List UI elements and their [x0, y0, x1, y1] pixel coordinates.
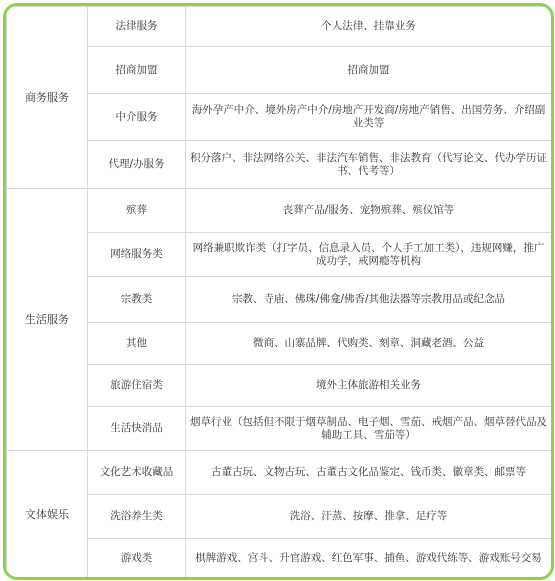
category-cell: 文体娱乐	[7, 451, 88, 578]
description-cell: 招商加盟	[186, 47, 552, 94]
description-cell: 境外主体旅游相关业务	[186, 365, 552, 407]
subcategory-cell: 招商加盟	[88, 47, 186, 94]
category-table	[6, 6, 551, 577]
category-cell: 生活服务	[7, 189, 88, 451]
subcategory-cell: 法律服务	[88, 7, 186, 47]
description-cell: 洗浴、汗蒸、按摩、推拿、足疗等	[186, 495, 552, 539]
description-cell: 古董古玩、文物古玩、古董古文化品鉴定、钱币类、徽章类、邮票等	[186, 451, 552, 495]
description-cell: 宗教、寺庙、佛珠/佛龛/佛香/其他法器等宗教用品或纪念品	[186, 277, 552, 323]
subcategory-cell: 其他	[88, 323, 186, 365]
description-cell: 个人法律、挂靠业务	[186, 7, 552, 47]
subcategory-cell: 文化艺术收藏品	[88, 451, 186, 495]
subcategory-cell: 洗浴养生类	[88, 495, 186, 539]
subcategory-cell: 代理/办服务	[88, 141, 186, 189]
category-cell: 商务服务	[7, 7, 88, 189]
subcategory-cell: 中介服务	[88, 94, 186, 141]
table-frame	[3, 3, 554, 580]
description-cell: 丧葬产品/服务、宠物殡葬、殡仪馆等	[186, 189, 552, 233]
description-cell: 棋牌游戏、宫斗、升官游戏、红色军事、捕鱼、游戏代练等、游戏账号交易	[186, 539, 552, 578]
description-cell: 海外孕产中介、境外房产中介/房地产开发商/房地产销售、出国劳务、介绍副业类等	[186, 94, 552, 141]
subcategory-cell: 旅游住宿类	[88, 365, 186, 407]
subcategory-cell: 殡葬	[88, 189, 186, 233]
description-cell: 烟草行业（包括但不限于烟草制品、电子烟、雪茄、戒烟产品、烟草替代品及辅助工具、雪茄等）	[186, 407, 552, 451]
subcategory-cell: 生活快消品	[88, 407, 186, 451]
description-cell: 微商、山寨品牌、代购类、刻章、洞藏老酒、公益	[186, 323, 552, 365]
description-cell: 网络兼职欺诈类（打字员、信息录入员、个人手工加工类），违规网赚，推广成功学，戒网瘾等机构	[186, 233, 552, 277]
subcategory-cell: 网络服务类	[88, 233, 186, 277]
subcategory-cell: 宗教类	[88, 277, 186, 323]
subcategory-cell: 游戏类	[88, 539, 186, 578]
description-cell: 积分落户、非法网络公关、非法汽车销售、非法教育（代写论文、代办学历证书、代考等）	[186, 141, 552, 189]
